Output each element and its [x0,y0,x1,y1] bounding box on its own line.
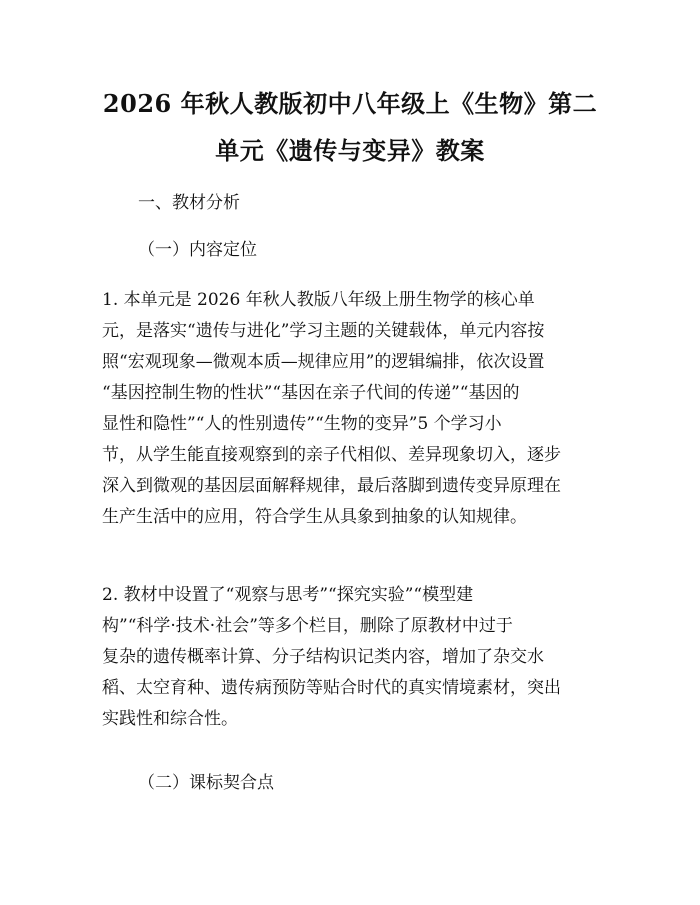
subsection-heading-curriculum-alignment: （二）课标契合点 [138,773,274,793]
paragraph-1-line: “基因控制生物的性状”“基因在亲子代间的传递”“基因的 [102,383,520,403]
paragraph-1-line: 照“宏观现象—微观本质—规律应用”的逻辑编排，依次设置 [102,352,545,372]
paragraph-2-line: 稻、太空育种、遗传病预防等贴合时代的真实情境素材，突出 [102,678,561,698]
paragraph-1-line: 生产生活中的应用，符合学生从具象到抽象的认知规律。 [102,507,527,527]
paragraph-2-line: 构”“科学·技术·社会”等多个栏目，删除了原教材中过于 [102,616,513,636]
document-title-line-2: 单元《遗传与变异》教案 [215,136,485,165]
paragraph-2 [102,580,602,735]
paragraph-1-line: 显性和隐性”“人的性别遗传”“生物的变异”5 个学习小 [102,414,502,434]
section-heading-textbook-analysis: 一、教材分析 [138,193,240,213]
paragraph-2-line: 实践性和综合性。 [102,709,238,729]
document-title-line-1: 2026 年秋人教版初中八年级上《生物》第二 [102,89,598,118]
paragraph-1-line: 深入到微观的基因层面解释规律，最后落脚到遗传变异原理在 [102,476,561,496]
paragraph-1-line: 元，是落实“遗传与进化”学习主题的关键载体，单元内容按 [102,321,545,341]
paragraph-2-line: 复杂的遗传概率计算、分子结构识记类内容，增加了杂交水 [102,647,544,667]
paragraph-1-line: 节，从学生能直接观察到的亲子代相似、差异现象切入，逐步 [102,445,561,465]
paragraph-1 [102,285,602,533]
paragraph-2-line: 2. 教材中设置了“观察与思考”“探究实验”“模型建 [102,585,474,605]
subsection-heading-content-positioning: （一）内容定位 [138,240,257,260]
paragraph-1-line: 1. 本单元是 2026 年秋人教版八年级上册生物学的核心单 [102,290,535,310]
